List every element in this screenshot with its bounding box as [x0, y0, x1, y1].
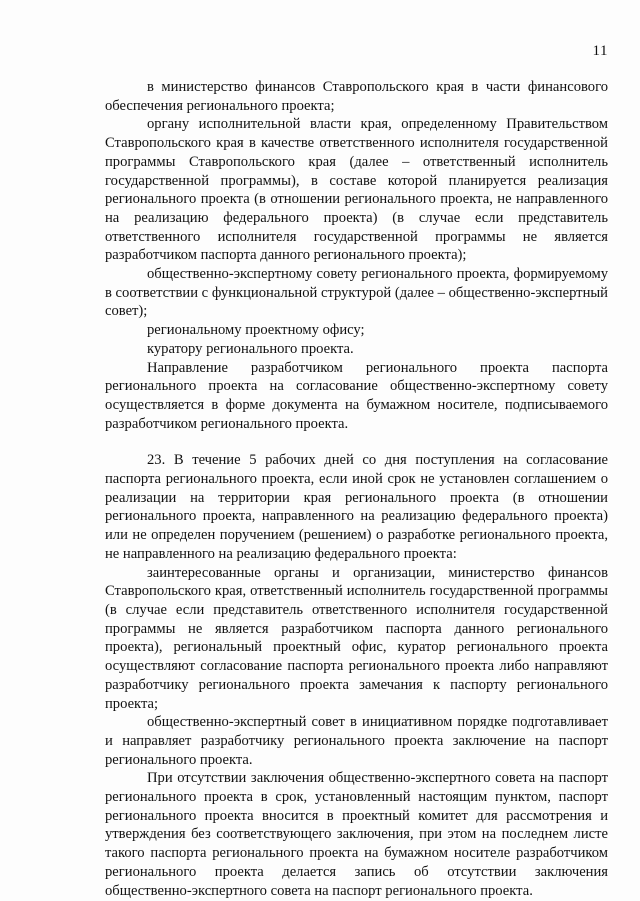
paragraph-project-office: региональному проектному офису; — [147, 322, 365, 339]
document-body — [105, 78, 608, 900]
paragraph-submission-form: Направление разработчиком регионального проекта паспорта регионального проекта на согласование общественно-экспертному совету осуществляется в форме документа на бумажном носителе, подписываемого разработчиком регионального проекта. — [105, 359, 608, 432]
paragraph-executive-body: органу исполнительной власти края, определенному Правительством Ставропольского края в качестве ответственного исполнителя государственной программы Ставропольского края (далее – ответственный исполнитель государственной программы), в составе которой планируется реализация регионального проекта (в отношении регионального проекта, не направленного на реализацию федерального проекта) (в случае если представитель ответственного исполнителя государственной программы не является разработчиком паспорта данного регионального проекта); — [105, 116, 608, 264]
page-number: 11 — [592, 43, 608, 59]
paragraph-curator: куратору регионального проекта. — [147, 340, 354, 357]
paragraph-expert-council: общественно-экспертному совету регионального проекта, формируемому в соответствии с функциональной структурой (далее – общественно-экспертный совет); — [105, 266, 608, 320]
paragraph-ministry-finance: в министерство финансов Ставропольского края в части финансового обеспечения регионального проекта; — [105, 79, 608, 114]
paragraph-absence-of-conclusion: При отсутствии заключения общественно-экспертного совета на паспорт регионального проекта в срок, установленный настоящим пунктом, паспорт регионального проекта вносится в проектный комитет для рассмотрения и утверждения без соответствующего заключения, при этом на последнем листе такого паспорта регионального проекта на бумажном носителе разработчиком регионального проекта делается запись об отсутствии заключения общественно-экспертного совета на паспорт регионального проекта. — [105, 770, 608, 899]
paragraph-expert-conclusion: общественно-экспертный совет в инициативном порядке подготавливает и направляет разработчику регионального проекта заключение на паспорт регионального проекта. — [105, 714, 608, 768]
paragraph-clause-23: 23. В течение 5 рабочих дней со дня поступления на согласование паспорта регионального проекта, если иной срок не установлен соглашением о реализации на территории края регионального проекта (в отношении регионального проекта, направленного на реализацию федерального проекта) или не определен поручением (решением) о разработке регионального проекта, не направленного на реализацию федерального проекта: — [105, 452, 608, 562]
paragraph-stakeholders-approval: заинтересованные органы и организации, министерство финансов Ставропольского края, ответственный исполнитель государственной программы (в случае если представитель ответственного исполнителя государственной программы не является разработчиком паспорта данного регионального проекта), региональный проектный офис, куратор регионального проекта осуществляют согласование паспорта регионального проекта либо направляют разработчику регионального проекта замечания к паспорту регионального проекта; — [105, 564, 608, 712]
